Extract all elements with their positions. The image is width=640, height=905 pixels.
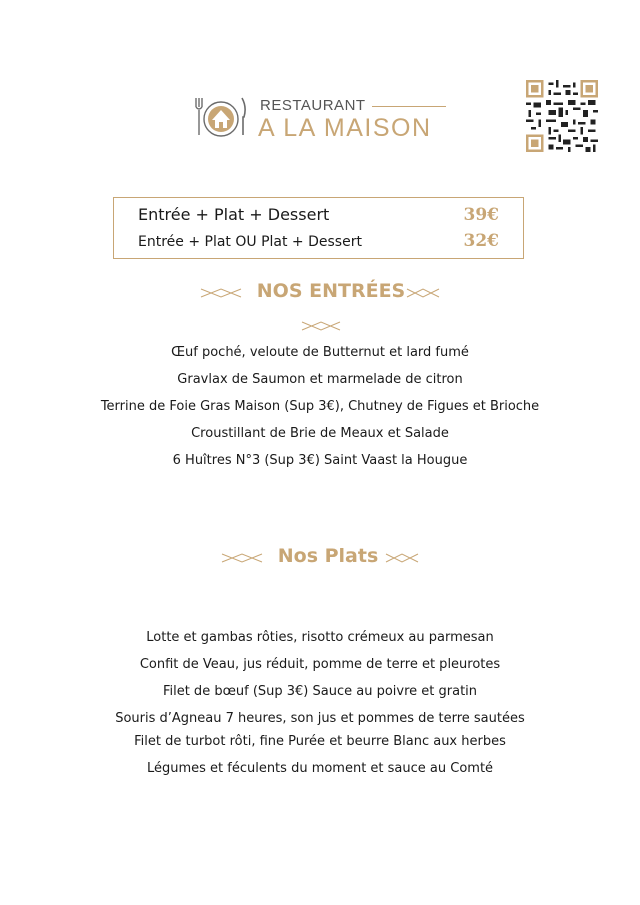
plats-header <box>0 545 640 567</box>
section-title-plats: Nos Plats <box>277 545 379 567</box>
menu-item: Filet de turbot rôti, fine Purée et beurre Blanc aux herbes <box>134 734 506 749</box>
menu-item: Filet de bœuf (Sup 3€) Sauce au poivre et gratin <box>162 684 478 699</box>
menu-item: Confit de Veau, jus réduit, pomme de terre et pleurotes <box>139 657 501 672</box>
logo-top-text: RESTAURANT <box>260 97 366 114</box>
menu-item: Croustillant de Brie de Meaux et Salade <box>191 426 449 441</box>
entrees-header <box>0 280 640 302</box>
zigzag-ornament-icon <box>220 552 264 564</box>
qr-code-icon <box>526 80 598 152</box>
formula-price: 32€ <box>463 231 499 251</box>
menu-item: Souris d’Agneau 7 heures, son jus et pommes de terre sautées <box>115 711 525 726</box>
zigzag-ornament-icon <box>384 552 420 564</box>
logo-bottom-text: A LA MAISON <box>258 114 432 142</box>
menu-item: Gravlax de Saumon et marmelade de citron <box>177 372 463 387</box>
formula-price: 39€ <box>463 205 499 225</box>
zigzag-ornament-icon <box>405 287 441 299</box>
formula-label: Entrée + Plat OU Plat + Dessert <box>138 234 362 250</box>
logo-divider <box>372 106 446 107</box>
house-plate-icon <box>192 95 248 141</box>
zigzag-ornament-icon <box>199 287 243 299</box>
menu-item: 6 Huîtres N°3 (Sup 3€) Saint Vaast la Hougue <box>172 453 468 468</box>
section-title-entrees: NOS ENTRÉES <box>256 280 406 302</box>
menu-item: Lotte et gambas rôties, risotto crémeux au parmesan <box>146 630 494 645</box>
menu-item: Légumes et féculents du moment et sauce au Comté <box>146 761 494 776</box>
menu-item: Terrine de Foie Gras Maison (Sup 3€), Chutney de Figues et Brioche <box>100 399 540 414</box>
formula-label: Entrée + Plat + Dessert <box>138 205 330 224</box>
formula-row <box>138 205 499 225</box>
zigzag-ornament-icon <box>300 320 342 332</box>
price-box <box>113 197 524 259</box>
formula-row <box>138 231 499 251</box>
menu-item: Œuf poché, veloute de Butternut et lard fumé <box>171 345 469 360</box>
